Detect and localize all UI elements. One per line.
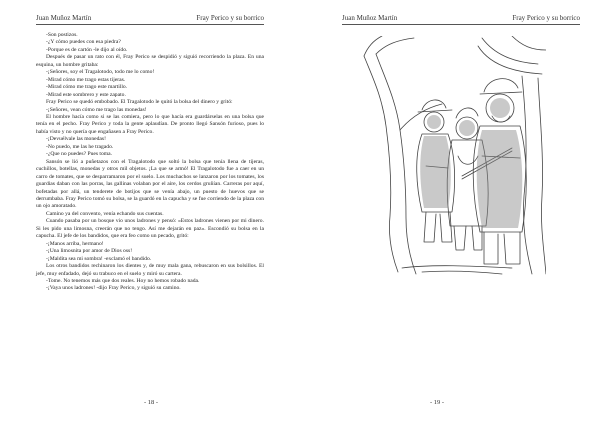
body-paragraph: -¡Vaya unos ladrones! -dijo Fray Perico, y siguió su camino.	[46, 285, 181, 292]
page-body-text	[36, 32, 264, 293]
body-paragraph: -¡Señores, vean cómo me trago las monedas!	[46, 106, 147, 113]
body-paragraph: -¡Manos arriba, hermano!	[46, 240, 104, 247]
body-paragraph: Cuando pasaba por un bosque vio unos ladrones y pensó: «Estos ladrones vienen por mi dinero. Si les pido una limosna, creerán que no tengo. Así me dejarán en paz». Escondió su bolsa en la capucha. El jefe de los bandidos, que era feo como un pecado, gritó:	[36, 218, 264, 240]
header-rule	[342, 24, 580, 25]
page-number: - 18 -	[144, 399, 159, 406]
body-paragraph: -Son postizos.	[46, 32, 78, 38]
body-paragraph: -¿Y cómo puedes con esa piedra?	[46, 39, 121, 46]
body-paragraph: -¿Que no puedes? Pues toma.	[46, 151, 113, 158]
page-number: - 19 -	[430, 399, 445, 406]
body-paragraph: -No puedo, me las he tragado.	[46, 143, 114, 150]
body-paragraph: Sansón se lió a puñetazos con el Tragalotodo que soltó la bolsa que tenía llena de tijeras, cuchillos, botellas, monedas y otros mil objetos. ¡La que se armó! El Tragalotodo fue a caer en un carro de tomates, que se desparramaron por el suelo. Los muchachos se lanzaron por los tomates, los guardias daban con las porras, las gallinas volaban por el aire, los cerdos gruñían. Carreras por aquí, bofetadas por allá, un tenderete de botijos que se venía abajo, un puesto de huevos que se derrumbaba. Fray Perico tomó su bolsa, se la guardó en la capucha y se fue corriendo de la plaza con un ojo amoratado.	[36, 158, 264, 210]
body-paragraph: -¡Devuélvale las monedas!	[46, 136, 106, 143]
body-paragraph: -Mirad este sombrero y este zapato.	[46, 91, 126, 98]
body-paragraph: El hombre hacía como si se las comiera, pero lo que hacía era guardárselas en una bolsa que tenía en el pecho. Fray Perico y toda la gente aplaudían. De pronto llegó Sansón furioso, pues lo había visto y no quería que engañasen a Fray Perico.	[36, 113, 264, 135]
body-paragraph: Camino ya del convento, venía echando sus cuentas.	[46, 210, 164, 217]
running-header-author: Juan Muñoz Martín	[342, 14, 398, 22]
body-paragraph: Los otros bandidos rechinaron los dientes y, de muy mala gana, rebuscaron en sus bolsillos. El jefe, muy enfadado, dejó su trabuco en el suelo y miró su cartera.	[36, 263, 264, 277]
running-header-title: Fray Perico y su borrico	[512, 14, 580, 22]
body-paragraph: -Mirad cómo me trago estas tijeras.	[46, 76, 126, 83]
running-header-author: Juan Muñoz Martín	[36, 14, 92, 22]
bandits-with-friar-illustration	[362, 36, 546, 276]
right-page	[300, 0, 600, 424]
body-paragraph: Después de pasar un rato con él, Fray Perico se despidió y siguió recorriendo la plaza. En una esquina, un hombre gritaba:	[36, 54, 264, 68]
body-paragraph: -¡Maldita sea mi sombra! -exclamó el bandido.	[46, 255, 152, 262]
body-paragraph: -Mirad cómo me trago este martillo.	[46, 84, 128, 91]
body-paragraph: Fray Perico se quedó embobado. El Tragalotodo le quitó la bolsa del dinero y gritó:	[46, 99, 233, 106]
body-paragraph: -¡Señores, soy el Tragalotodo, todo me lo como!	[46, 69, 155, 76]
body-paragraph: -¡Una limosnita por amor de Dios oss!	[46, 248, 133, 255]
body-paragraph: -Porque es de cartón -le dijo al oído.	[46, 46, 128, 53]
body-paragraph: -Tome. No tenemos más que dos reales. Hoy no hemos robado nada.	[46, 277, 200, 284]
header-rule	[36, 24, 264, 25]
running-header-title: Fray Perico y su borrico	[196, 14, 264, 22]
